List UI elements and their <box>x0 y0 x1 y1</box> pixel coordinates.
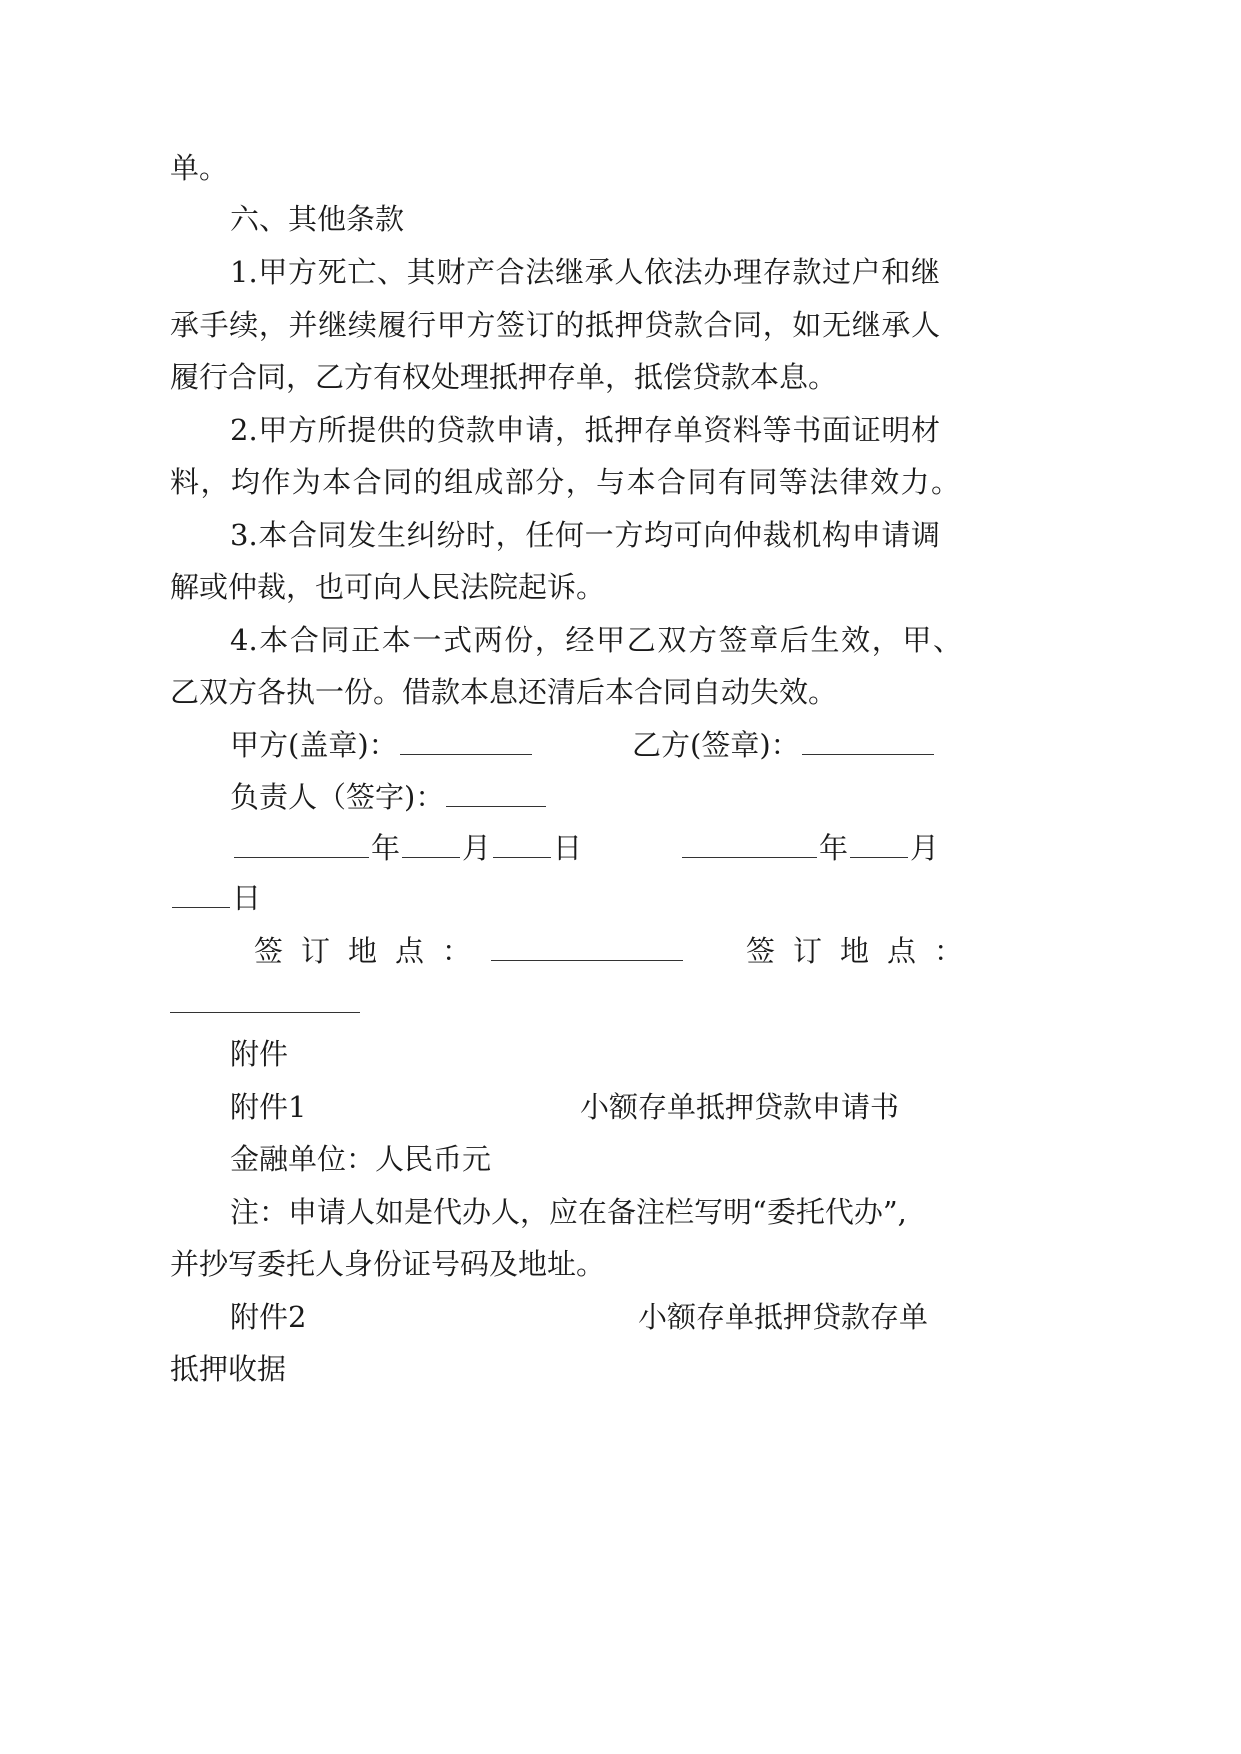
body-line: 乙双方各执一份。借款本息还清后本合同自动失效。 <box>170 675 838 709</box>
party-a-date: 年 月 日 <box>232 828 582 868</box>
responsible-signature-blank <box>446 778 546 807</box>
attachment-1-title: 小额存单抵押贷款申请书 <box>580 1090 900 1124</box>
party-b-date: 年 月 <box>680 828 939 868</box>
body-line: 单。 <box>170 151 229 185</box>
body-line: 履行合同，乙方有权处理抵押存单，抵偿贷款本息。 <box>170 360 838 394</box>
body-line: 1.甲方死亡、其财产合法继承人依法办理存款过户和继 <box>230 255 940 289</box>
signing-place-a-blank <box>491 932 683 961</box>
currency-unit: 金融单位：人民币元 <box>230 1142 492 1176</box>
party-b-date-cont: 日 <box>170 878 261 918</box>
signing-place-b: 签订地点： <box>746 934 982 968</box>
party-b-seal-blank <box>802 726 934 755</box>
year-blank <box>234 829 369 858</box>
attachment-2-title-cont: 抵押收据 <box>170 1352 287 1386</box>
month-blank <box>402 829 460 858</box>
body-line: 料，均作为本合同的组成部分，与本合同有同等法律效力。 <box>170 465 960 499</box>
body-line: 3.本合同发生纠纷时，任何一方均可向仲裁机构申请调 <box>230 518 940 552</box>
party-a-seal-label: 甲方(盖章)： <box>230 725 534 765</box>
attachments-heading: 附件 <box>230 1037 289 1071</box>
day-blank <box>172 879 230 908</box>
section-heading: 六、其他条款 <box>230 202 405 236</box>
attachment-2-title: 小额存单抵押贷款存单 <box>638 1300 929 1334</box>
party-a-seal-blank <box>400 726 532 755</box>
note-line: 注：申请人如是代办人，应在备注栏写明“委托代办”, <box>230 1195 907 1229</box>
signing-place-a: 签订地点： <box>254 931 685 971</box>
attachment-2-label: 附件2 <box>230 1300 307 1334</box>
note-line: 并抄写委托人身份证号码及地址。 <box>170 1247 606 1281</box>
signing-place-b-blank <box>170 984 360 1013</box>
attachment-1-label: 附件1 <box>230 1090 307 1124</box>
month-blank <box>850 829 908 858</box>
body-line: 承手续，并继续履行甲方签订的抵押贷款合同，如无继承人 <box>170 308 940 342</box>
day-blank <box>493 829 551 858</box>
body-line: 4.本合同正本一式两份，经甲乙双方签章后生效，甲、 <box>230 623 962 657</box>
responsible-signature-label: 负责人（签字)： <box>230 777 548 817</box>
body-line: 2.甲方所提供的贷款申请，抵押存单资料等书面证明材 <box>230 413 940 447</box>
body-line: 解或仲裁，也可向人民法院起诉。 <box>170 570 606 604</box>
party-b-seal-label: 乙方(签章)： <box>632 725 936 765</box>
year-blank <box>682 829 817 858</box>
